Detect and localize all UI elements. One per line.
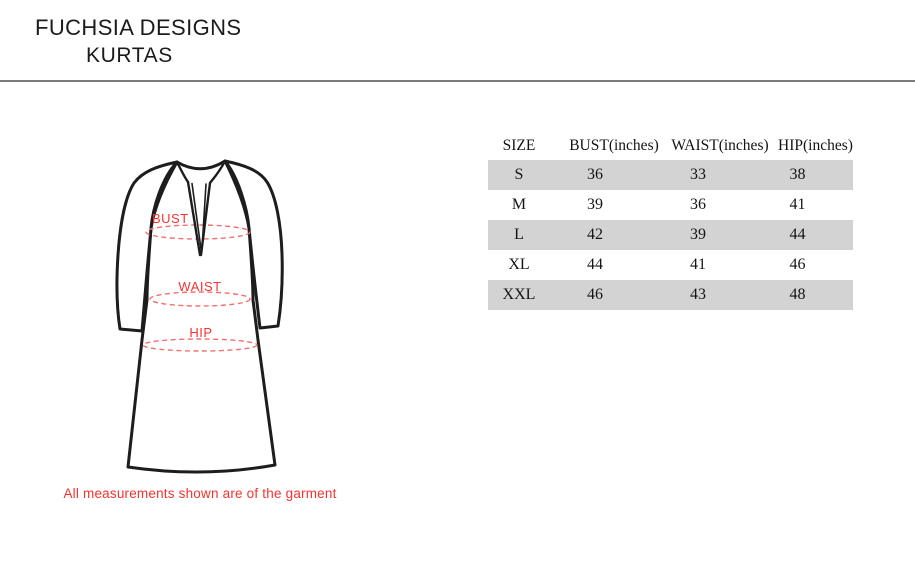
brand-title: FUCHSIA DESIGNS (35, 15, 242, 40)
waist-value: 36 (690, 196, 706, 213)
size-value: L (514, 226, 524, 243)
measurement-note: All measurements shown are of the garment (63, 486, 337, 501)
size-value: S (514, 166, 524, 183)
column-header-bust: BUST(inches) (569, 136, 659, 154)
hip-value: 44 (789, 226, 806, 243)
size-chart-body (488, 160, 853, 310)
size-chart-header-row (488, 131, 853, 160)
hip-value: 38 (789, 166, 806, 183)
waist-label: WAIST (178, 279, 222, 294)
table-row-xxl (488, 280, 853, 310)
table-row-xl (488, 250, 853, 280)
table-row-s (488, 160, 853, 190)
column-header-hip: HIP(inches) (778, 136, 853, 154)
waist-value: 39 (690, 226, 706, 243)
hip-label: HIP (189, 325, 213, 340)
hip-value: 46 (789, 256, 806, 273)
kurta-measurement-diagram (55, 145, 295, 480)
size-value: M (511, 196, 527, 213)
column-header-size: SIZE (502, 136, 536, 154)
hip-value: 41 (789, 196, 806, 213)
size-value: XXL (502, 286, 536, 303)
bust-value: 44 (587, 256, 603, 273)
bust-value: 46 (587, 286, 603, 303)
size-value: XL (508, 256, 530, 273)
product-title: KURTAS (86, 44, 173, 67)
waist-value: 43 (690, 286, 706, 303)
header-divider (0, 80, 915, 82)
kurta-illustration (55, 145, 295, 480)
bust-value: 42 (587, 226, 603, 243)
bust-value: 36 (587, 166, 603, 183)
table-row-l (488, 220, 853, 250)
bust-value: 39 (587, 196, 603, 213)
hip-value: 48 (789, 286, 806, 303)
waist-value: 33 (690, 166, 706, 183)
table-row-m (488, 190, 853, 220)
waist-value: 41 (690, 256, 706, 273)
bust-label: BUST (152, 211, 189, 226)
column-header-waist: WAIST(inches) (671, 136, 769, 154)
size-chart-table (488, 131, 853, 310)
